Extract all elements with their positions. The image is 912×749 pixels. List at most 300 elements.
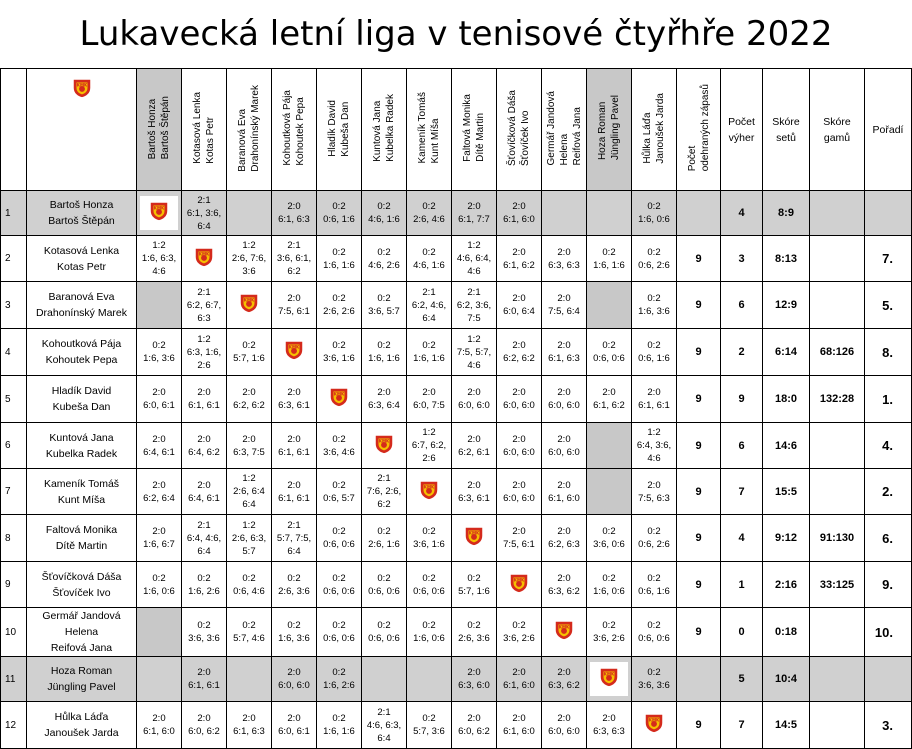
match-result: 2:0 6:1, 6:1 xyxy=(272,423,317,469)
team-header-label: Faltová Monika Dítě Martin xyxy=(462,94,486,162)
match-result: 2:0 6:0, 6:4 xyxy=(497,282,542,329)
team-header xyxy=(632,69,677,191)
stat-sets: 12:9 xyxy=(763,282,810,329)
club-logo-icon xyxy=(598,666,620,688)
row-index: 12 xyxy=(1,702,27,749)
match-result: 0:2 1:6, 0:6 xyxy=(632,191,677,236)
club-logo-icon xyxy=(238,292,260,314)
row-index: 9 xyxy=(1,562,27,608)
club-logo-icon xyxy=(328,386,350,408)
row-index: 4 xyxy=(1,329,27,376)
stat-wins: 3 xyxy=(721,236,763,282)
table-row xyxy=(1,376,912,423)
match-result: 2:0 6:1, 6:0 xyxy=(497,191,542,236)
match-result: 1:2 6:7, 6:2, 2:6 xyxy=(407,423,452,469)
match-result: 0:2 3:6, 1:6 xyxy=(407,515,452,562)
match-result: 2:0 6:3, 6:2 xyxy=(542,657,587,702)
match-result: 0:2 1:6, 3:6 xyxy=(632,282,677,329)
team-name: Bartoš Honza Bartoš Štěpán xyxy=(27,191,137,236)
match-result: 2:0 6:0, 6:0 xyxy=(497,376,542,423)
table-row xyxy=(1,469,912,515)
stat-sets: 15:5 xyxy=(763,469,810,515)
match-result: 0:2 0:6, 0:6 xyxy=(362,608,407,657)
team-header xyxy=(137,69,182,191)
match-result: 2:0 6:0, 6:0 xyxy=(452,376,497,423)
stat-games xyxy=(810,282,865,329)
row-index: 10 xyxy=(1,608,27,657)
match-result: 2:0 6:1, 6:1 xyxy=(182,657,227,702)
team-header xyxy=(407,69,452,191)
match-result: 2:0 6:0, 6:0 xyxy=(542,423,587,469)
match-result: 1:2 6:3, 1:6, 2:6 xyxy=(182,329,227,376)
stat-sets: 2:16 xyxy=(763,562,810,608)
stat-matches xyxy=(677,657,721,702)
match-result xyxy=(227,191,272,236)
match-result: 0:2 0:6, 5:7 xyxy=(317,469,362,515)
match-result: 2:1 6:4, 4:6, 6:4 xyxy=(182,515,227,562)
stat-header-label: Skóre setů xyxy=(772,115,800,144)
self-cell xyxy=(227,282,272,329)
stat-games: 68:126 xyxy=(810,329,865,376)
team-name: Kohoutková Pája Kohoutek Pepa xyxy=(27,329,137,376)
match-result xyxy=(587,282,632,329)
match-result xyxy=(227,657,272,702)
club-logo-icon xyxy=(373,433,395,455)
match-result: 0:2 4:6, 1:6 xyxy=(362,191,407,236)
match-result: 2:1 4:6, 6:3, 6:4 xyxy=(362,702,407,749)
table-row xyxy=(1,236,912,282)
row-index: 8 xyxy=(1,515,27,562)
svg-text:KMK: KMK xyxy=(603,671,615,677)
match-result: 0:2 3:6, 2:6 xyxy=(497,608,542,657)
stat-header-label: Pořadí xyxy=(872,123,904,136)
team-header xyxy=(182,69,227,191)
stat-rank: 6. xyxy=(865,515,912,562)
stat-matches: 9 xyxy=(677,329,721,376)
team-name: Kuntová Jana Kubelka Radek xyxy=(27,423,137,469)
self-cell xyxy=(407,469,452,515)
team-name: Germář Jandová Helena Reifová Jana xyxy=(27,608,137,657)
svg-text:KMK: KMK xyxy=(468,530,480,536)
stat-sets: 9:12 xyxy=(763,515,810,562)
match-result: 2:0 6:0, 6:2 xyxy=(452,702,497,749)
match-result: 0:2 5:7, 3:6 xyxy=(407,702,452,749)
svg-text:KMK: KMK xyxy=(76,82,87,88)
stat-matches: 9 xyxy=(677,282,721,329)
svg-text:KMK: KMK xyxy=(648,717,660,723)
stat-sets: 14:6 xyxy=(763,423,810,469)
match-result: 0:2 3:6, 4:6 xyxy=(317,423,362,469)
match-result: 0:2 3:6, 5:7 xyxy=(362,282,407,329)
row-index: 1 xyxy=(1,191,27,236)
stat-header-wins xyxy=(721,69,763,191)
table-row xyxy=(1,515,912,562)
match-result: 2:0 6:0, 6:0 xyxy=(542,376,587,423)
match-result: 2:1 6:2, 6:7, 6:3 xyxy=(182,282,227,329)
team-name: Kotasová Lenka Kotas Petr xyxy=(27,236,137,282)
table-body xyxy=(1,191,912,749)
team-header xyxy=(362,69,407,191)
results-table xyxy=(0,68,912,749)
match-result: 2:0 6:1, 7:7 xyxy=(452,191,497,236)
match-result: 2:0 6:0, 6:1 xyxy=(137,376,182,423)
team-header-label: Kameník Tomáš Kunt Míša xyxy=(417,92,441,164)
match-result: 2:1 6:2, 4:6, 6:4 xyxy=(407,282,452,329)
team-header-label: Šťovíčková Dáša Šťovíček Ivo xyxy=(507,89,531,166)
team-header-label: Kuntová Jana Kubelka Radek xyxy=(372,94,396,162)
match-result: 1:2 7:5, 5:7, 4:6 xyxy=(452,329,497,376)
team-name: Hoza Roman Jüngling Pavel xyxy=(27,657,137,702)
match-result: 2:0 6:0, 6:2 xyxy=(182,702,227,749)
svg-text:KMK: KMK xyxy=(288,344,300,350)
self-cell xyxy=(452,515,497,562)
match-result: 2:0 6:2, 6:1 xyxy=(452,423,497,469)
stat-sets: 6:14 xyxy=(763,329,810,376)
club-logo-icon xyxy=(463,525,485,547)
team-header xyxy=(227,69,272,191)
stat-header-label: Skóre gamů xyxy=(823,115,851,144)
match-result: 0:2 1:6, 2:6 xyxy=(182,562,227,608)
match-result: 2:0 6:1, 6:1 xyxy=(182,376,227,423)
match-result: 0:2 0:6, 0:6 xyxy=(317,608,362,657)
match-result xyxy=(587,469,632,515)
match-result: 2:0 6:1, 6:3 xyxy=(542,329,587,376)
team-header-label: Hoza Roman Jüngling Pavel xyxy=(597,95,621,161)
match-result: 0:2 0:6, 1:6 xyxy=(632,562,677,608)
stat-games xyxy=(810,469,865,515)
team-header xyxy=(317,69,362,191)
logo-cell xyxy=(27,69,137,191)
match-result xyxy=(587,423,632,469)
match-result: 2:0 6:1, 6:0 xyxy=(497,657,542,702)
svg-text:KMK: KMK xyxy=(153,205,165,211)
match-result: 2:0 6:1, 6:2 xyxy=(587,376,632,423)
match-result: 0:2 1:6, 1:6 xyxy=(317,236,362,282)
team-name: Hladík David Kubeša Dan xyxy=(27,376,137,423)
match-result xyxy=(137,608,182,657)
match-result: 2:0 6:3, 6:1 xyxy=(452,469,497,515)
stat-matches: 9 xyxy=(677,562,721,608)
match-result: 2:1 7:6, 2:6, 6:2 xyxy=(362,469,407,515)
match-result: 2:0 6:2, 6:3 xyxy=(542,515,587,562)
stat-sets: 8:9 xyxy=(763,191,810,236)
match-result: 0:2 4:6, 2:6 xyxy=(362,236,407,282)
match-result: 2:0 6:0, 6:0 xyxy=(497,469,542,515)
match-result: 1:2 2:6, 6:3, 5:7 xyxy=(227,515,272,562)
match-result: 2:0 6:3, 6:3 xyxy=(542,236,587,282)
table-row xyxy=(1,282,912,329)
match-result: 2:0 7:5, 6:3 xyxy=(632,469,677,515)
team-header-label: Hůlka Láďa Janoušek Jarda xyxy=(642,92,666,164)
stat-matches: 9 xyxy=(677,608,721,657)
match-result: 2:0 6:1, 6:0 xyxy=(542,469,587,515)
match-result: 0:2 1:6, 0:6 xyxy=(407,608,452,657)
table-row xyxy=(1,562,912,608)
match-result: 0:2 0:6, 0:6 xyxy=(632,608,677,657)
stat-games: 91:130 xyxy=(810,515,865,562)
stat-games xyxy=(810,657,865,702)
match-result: 2:0 6:2, 6:2 xyxy=(227,376,272,423)
match-result: 2:1 3:6, 6:1, 6:2 xyxy=(272,236,317,282)
match-result: 0:2 0:6, 4:6 xyxy=(227,562,272,608)
team-header xyxy=(452,69,497,191)
match-result: 2:1 6:2, 3:6, 7:5 xyxy=(452,282,497,329)
match-result: 0:2 2:6, 3:6 xyxy=(452,608,497,657)
club-logo-icon xyxy=(643,712,665,734)
club-logo-icon xyxy=(418,479,440,501)
team-header-label: Bartoš Honza Bartoš Štěpán xyxy=(147,96,171,160)
match-result: 0:2 1:6, 1:6 xyxy=(407,329,452,376)
match-result: 0:2 1:6, 2:6 xyxy=(317,657,362,702)
stat-matches: 9 xyxy=(677,469,721,515)
self-cell xyxy=(542,608,587,657)
stat-header-games xyxy=(810,69,865,191)
match-result: 0:2 1:6, 3:6 xyxy=(272,608,317,657)
stat-matches: 9 xyxy=(677,702,721,749)
stat-games: 132:28 xyxy=(810,376,865,423)
match-result: 0:2 0:6, 0:6 xyxy=(317,515,362,562)
match-result: 2:0 6:1, 6:3 xyxy=(272,191,317,236)
stat-wins: 5 xyxy=(721,657,763,702)
match-result: 0:2 0:6, 0:6 xyxy=(587,329,632,376)
match-result: 0:2 3:6, 3:6 xyxy=(182,608,227,657)
stat-header-label: Počet odehraných zápasů xyxy=(686,84,711,172)
match-result: 0:2 1:6, 0:6 xyxy=(137,562,182,608)
club-logo-icon xyxy=(283,339,305,361)
row-index: 6 xyxy=(1,423,27,469)
stat-header-matches xyxy=(677,69,721,191)
stat-header-sets xyxy=(763,69,810,191)
table-row xyxy=(1,608,912,657)
stat-rank: 8. xyxy=(865,329,912,376)
stat-games xyxy=(810,702,865,749)
team-header-label: Hladík David Kubeša Dan xyxy=(327,99,351,157)
team-header-label: Germář Jandová Helena Reifová Jana xyxy=(545,90,583,166)
stat-header-label: Počet výher xyxy=(728,115,755,144)
self-cell xyxy=(587,657,632,702)
team-header xyxy=(587,69,632,191)
svg-text:KMK: KMK xyxy=(558,624,570,630)
stat-games xyxy=(810,608,865,657)
stat-wins: 6 xyxy=(721,423,763,469)
match-result: 0:2 0:6, 1:6 xyxy=(317,191,362,236)
stat-rank: 1. xyxy=(865,376,912,423)
corner-cell xyxy=(1,69,27,191)
self-cell xyxy=(362,423,407,469)
table-row xyxy=(1,329,912,376)
match-result: 2:0 6:2, 6:2 xyxy=(497,329,542,376)
team-header xyxy=(272,69,317,191)
team-name: Baranová Eva Drahonínský Marek xyxy=(27,282,137,329)
match-result: 0:2 1:6, 1:6 xyxy=(317,702,362,749)
match-result: 2:0 7:5, 6:1 xyxy=(272,282,317,329)
team-name: Kameník Tomáš Kunt Míša xyxy=(27,469,137,515)
match-result: 2:0 6:3, 7:5 xyxy=(227,423,272,469)
match-result: 2:0 6:0, 6:1 xyxy=(272,702,317,749)
match-result: 1:2 2:6, 7:6, 3:6 xyxy=(227,236,272,282)
match-result: 2:0 6:4, 6:1 xyxy=(137,423,182,469)
team-name: Šťovíčková Dáša Šťovíček Ivo xyxy=(27,562,137,608)
row-index: 5 xyxy=(1,376,27,423)
stat-games: 33:125 xyxy=(810,562,865,608)
svg-text:KMK: KMK xyxy=(513,577,525,583)
table-row xyxy=(1,657,912,702)
team-name: Faltová Monika Dítě Martin xyxy=(27,515,137,562)
match-result: 2:1 5:7, 7:5, 6:4 xyxy=(272,515,317,562)
match-result xyxy=(587,191,632,236)
match-result: 2:0 6:0, 6:0 xyxy=(272,657,317,702)
stat-sets: 0:18 xyxy=(763,608,810,657)
match-result: 2:0 6:3, 6:0 xyxy=(452,657,497,702)
row-index: 2 xyxy=(1,236,27,282)
match-result: 2:0 7:5, 6:4 xyxy=(542,282,587,329)
club-logo-icon xyxy=(508,572,530,594)
svg-text:KMK: KMK xyxy=(333,391,345,397)
match-result: 1:2 6:4, 3:6, 4:6 xyxy=(632,423,677,469)
team-header xyxy=(497,69,542,191)
stat-sets: 18:0 xyxy=(763,376,810,423)
match-result: 0:2 0:6, 1:6 xyxy=(632,329,677,376)
match-result: 0:2 3:6, 3:6 xyxy=(632,657,677,702)
stat-sets: 10:4 xyxy=(763,657,810,702)
team-header-label: Kohoutková Pája Kohoutek Pepa xyxy=(282,90,306,166)
match-result: 2:0 6:3, 6:3 xyxy=(587,702,632,749)
match-result xyxy=(362,657,407,702)
match-result: 2:0 6:3, 6:1 xyxy=(272,376,317,423)
match-result: 0:2 0:6, 0:6 xyxy=(407,562,452,608)
svg-text:KMK: KMK xyxy=(378,438,390,444)
stat-matches xyxy=(677,191,721,236)
club-logo-icon xyxy=(553,619,575,641)
match-result: 2:0 6:0, 6:0 xyxy=(542,702,587,749)
self-cell xyxy=(137,191,182,236)
match-result xyxy=(407,657,452,702)
stat-wins: 6 xyxy=(721,282,763,329)
match-result: 0:2 5:7, 4:6 xyxy=(227,608,272,657)
stat-wins: 1 xyxy=(721,562,763,608)
stat-wins: 2 xyxy=(721,329,763,376)
stat-wins: 0 xyxy=(721,608,763,657)
match-result: 2:0 7:5, 6:1 xyxy=(497,515,542,562)
match-result: 0:2 1:6, 1:6 xyxy=(362,329,407,376)
stat-header-rank xyxy=(865,69,912,191)
stat-matches: 9 xyxy=(677,376,721,423)
match-result: 0:2 0:6, 0:6 xyxy=(362,562,407,608)
match-result: 0:2 5:7, 1:6 xyxy=(227,329,272,376)
club-logo-icon xyxy=(148,200,170,222)
self-cell xyxy=(317,376,362,423)
stat-rank: 3. xyxy=(865,702,912,749)
match-result: 2:0 6:1, 6:0 xyxy=(497,702,542,749)
team-name: Hůlka Láďa Janoušek Jarda xyxy=(27,702,137,749)
stat-games xyxy=(810,236,865,282)
match-result: 0:2 0:6, 0:6 xyxy=(317,562,362,608)
match-result: 2:0 6:1, 6:0 xyxy=(137,702,182,749)
match-result: 2:0 6:1, 6:3 xyxy=(227,702,272,749)
match-result: 2:0 6:4, 6:2 xyxy=(182,423,227,469)
match-result: 2:0 6:3, 6:2 xyxy=(542,562,587,608)
stat-games xyxy=(810,423,865,469)
row-index: 7 xyxy=(1,469,27,515)
table-row xyxy=(1,191,912,236)
match-result: 0:2 1:6, 1:6 xyxy=(587,236,632,282)
match-result: 0:2 4:6, 1:6 xyxy=(407,236,452,282)
self-cell xyxy=(272,329,317,376)
match-result: 0:2 0:6, 2:6 xyxy=(632,236,677,282)
match-result: 0:2 1:6, 3:6 xyxy=(137,329,182,376)
match-result: 1:2 2:6, 6:4 6:4 xyxy=(227,469,272,515)
team-header-label: Baranová Eva Drahonínský Marek xyxy=(237,84,261,172)
match-result: 0:2 3:6, 1:6 xyxy=(317,329,362,376)
stat-rank: 10. xyxy=(865,608,912,657)
match-result: 0:2 0:6, 2:6 xyxy=(632,515,677,562)
match-result: 1:2 1:6, 6:3, 4:6 xyxy=(137,236,182,282)
club-logo-icon xyxy=(71,77,93,99)
stat-games xyxy=(810,191,865,236)
stat-wins: 9 xyxy=(721,376,763,423)
match-result: 1:2 4:6, 6:4, 4:6 xyxy=(452,236,497,282)
stat-rank xyxy=(865,191,912,236)
match-result: 2:0 6:2, 6:4 xyxy=(137,469,182,515)
match-result xyxy=(137,657,182,702)
match-result: 2:0 6:1, 6:1 xyxy=(632,376,677,423)
match-result: 0:2 2:6, 4:6 xyxy=(407,191,452,236)
svg-text:KMK: KMK xyxy=(243,297,255,303)
match-result: 2:0 6:1, 6:1 xyxy=(272,469,317,515)
match-result: 2:1 6:1, 3:6, 6:4 xyxy=(182,191,227,236)
stat-matches: 9 xyxy=(677,515,721,562)
stat-sets: 14:5 xyxy=(763,702,810,749)
team-header-label: Kotasová Lenka Kotas Petr xyxy=(192,92,216,164)
match-result: 2:0 6:4, 6:1 xyxy=(182,469,227,515)
stat-wins: 4 xyxy=(721,515,763,562)
stat-rank xyxy=(865,657,912,702)
page-title: Lukavecká letní liga v tenisové čtyřhře 2022 xyxy=(79,14,833,54)
svg-text:KMK: KMK xyxy=(423,484,435,490)
row-index: 11 xyxy=(1,657,27,702)
self-cell xyxy=(497,562,542,608)
match-result: 0:2 3:6, 0:6 xyxy=(587,515,632,562)
club-logo-icon xyxy=(193,246,215,268)
match-result: 0:2 2:6, 2:6 xyxy=(317,282,362,329)
match-result: 0:2 2:6, 3:6 xyxy=(272,562,317,608)
team-header xyxy=(542,69,587,191)
stat-rank: 9. xyxy=(865,562,912,608)
match-result: 0:2 1:6, 0:6 xyxy=(587,562,632,608)
stat-wins: 4 xyxy=(721,191,763,236)
match-result: 0:2 5:7, 1:6 xyxy=(452,562,497,608)
match-result: 0:2 3:6, 2:6 xyxy=(587,608,632,657)
match-result xyxy=(137,282,182,329)
match-result: 2:0 1:6, 6:7 xyxy=(137,515,182,562)
stat-sets: 8:13 xyxy=(763,236,810,282)
stat-rank: 7. xyxy=(865,236,912,282)
stat-rank: 2. xyxy=(865,469,912,515)
table-row xyxy=(1,423,912,469)
table-row xyxy=(1,702,912,749)
match-result: 0:2 2:6, 1:6 xyxy=(362,515,407,562)
row-index: 3 xyxy=(1,282,27,329)
stat-rank: 4. xyxy=(865,423,912,469)
stat-wins: 7 xyxy=(721,469,763,515)
svg-text:KMK: KMK xyxy=(198,251,210,257)
match-result: 2:0 6:0, 6:0 xyxy=(497,423,542,469)
match-result: 2:0 6:1, 6:2 xyxy=(497,236,542,282)
match-result: 2:0 6:0, 7:5 xyxy=(407,376,452,423)
match-result: 2:0 6:3, 6:4 xyxy=(362,376,407,423)
match-result xyxy=(542,191,587,236)
self-cell xyxy=(182,236,227,282)
